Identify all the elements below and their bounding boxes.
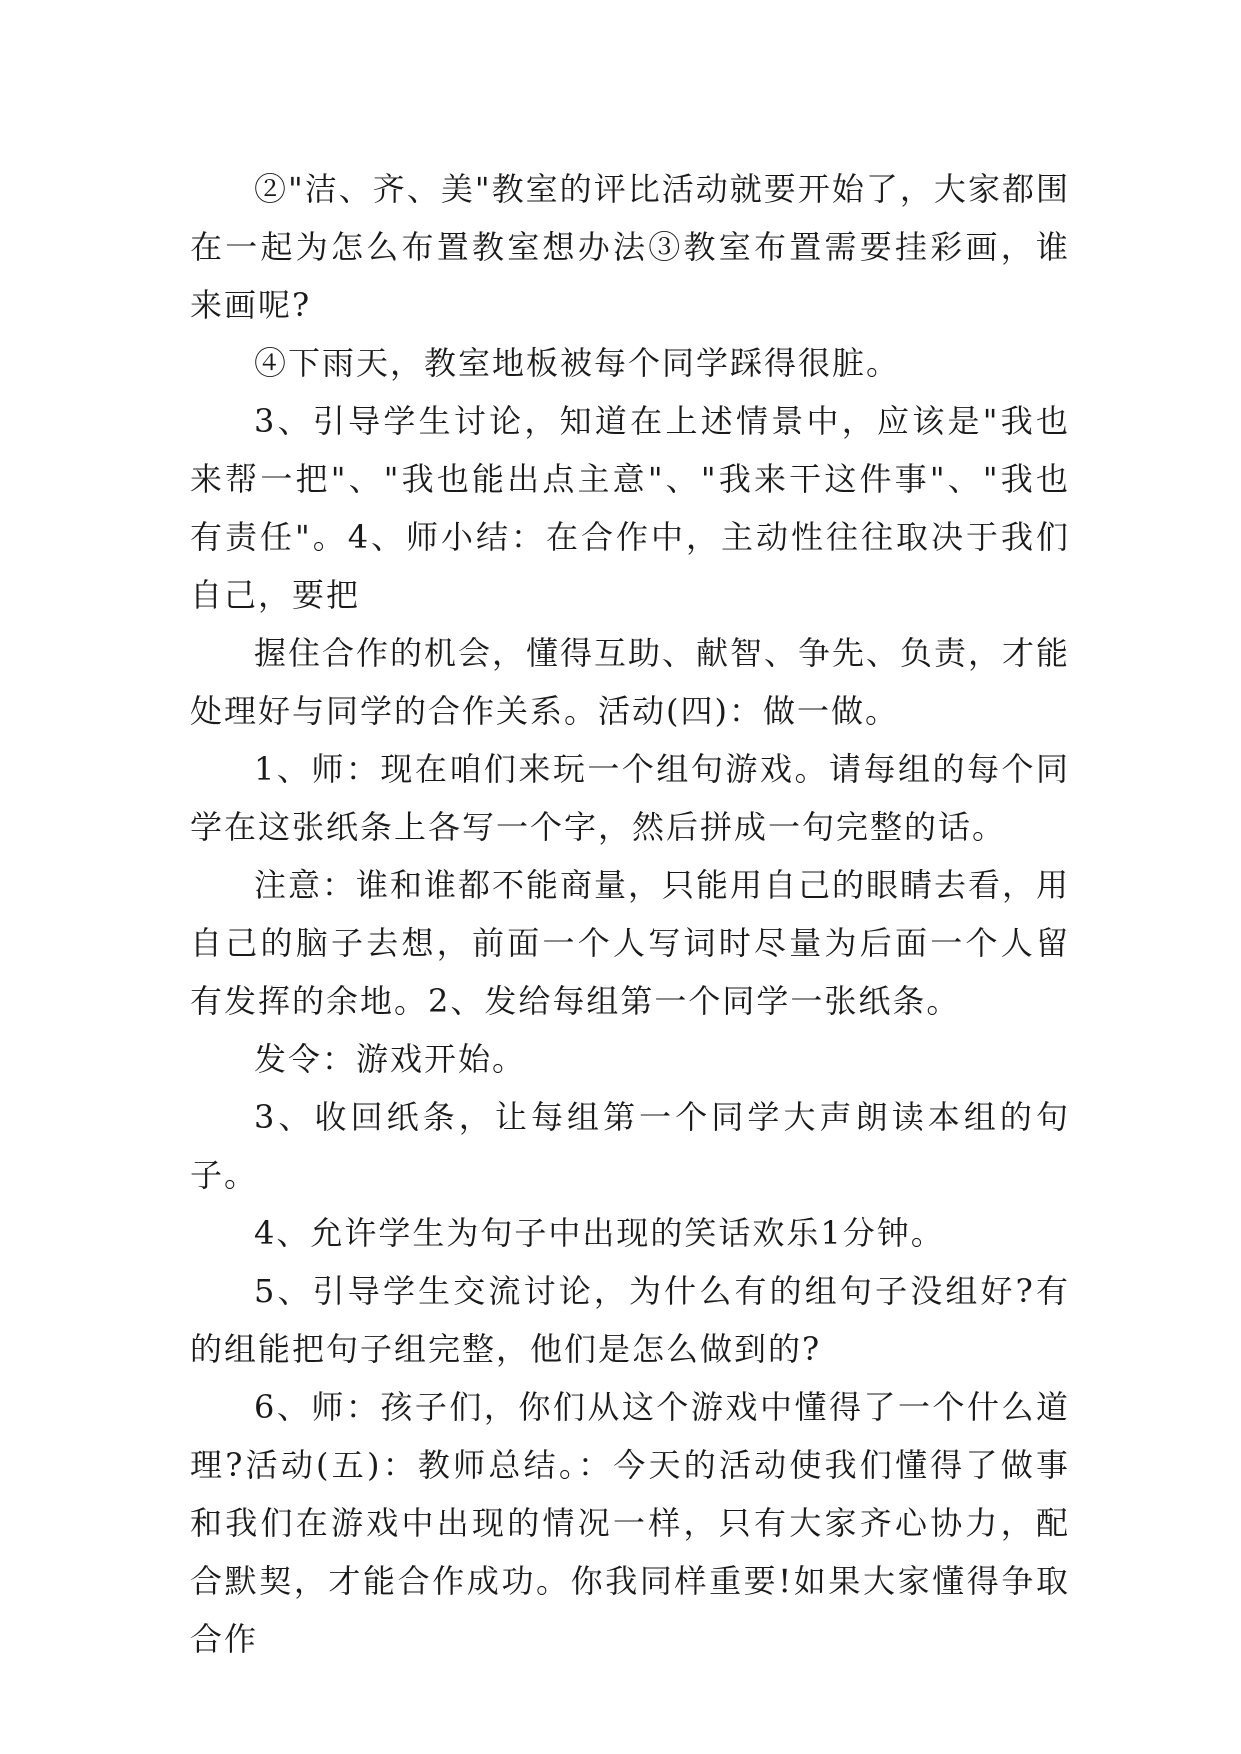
paragraph: 5、引导学生交流讨论，为什么有的组句子没组好?有的组能把句子组完整，他们是怎么做到的? [190,1272,1070,1368]
paragraph: 4、允许学生为句子中出现的笑话欢乐1分钟。 [254,1214,945,1252]
document-body [190,160,1070,1668]
paragraph: ②"洁、齐、美"教室的评比活动就要开始了，大家都围在一起为怎么布置教室想办法③教室布置需要挂彩画，谁来画呢? [190,170,1070,324]
paragraph: 1、师：现在咱们来玩一个组句游戏。请每组的每个同学在这张纸条上各写一个字，然后拼成一句完整的话。 [190,750,1070,846]
paragraph: 6、师：孩子们，你们从这个游戏中懂得了一个什么道理?活动(五)：教师总结。：今天的活动使我们懂得了做事和我们在游戏中出现的情况一样，只有大家齐心协力，配合默契，才能合作成功。你我同样重要!如果大家懂得争取合作 [190,1388,1070,1658]
paragraph: 3、引导学生讨论，知道在上述情景中，应该是"我也来帮一把"、"我也能出点主意"、"我来干这件事"、"我也有责任"。4、师小结：在合作中，主动性往往取决于我们自己，要把 [190,402,1070,614]
paragraph: 发令：游戏开始。 [254,1040,527,1078]
paragraph: 握住合作的机会，懂得互助、献智、争先、负责，才能处理好与同学的合作关系。活动(四)：做一做。 [190,634,1071,730]
paragraph: 注意：谁和谁都不能商量，只能用自己的眼睛去看，用自己的脑子去想，前面一个人写词时尽量为后面一个人留有发挥的余地。2、发给每组第一个同学一张纸条。 [190,866,1071,1020]
paragraph: ④下雨天，教室地板被每个同学踩得很脏。 [254,344,901,382]
paragraph: 3、收回纸条，让每组第一个同学大声朗读本组的句子。 [190,1098,1070,1194]
